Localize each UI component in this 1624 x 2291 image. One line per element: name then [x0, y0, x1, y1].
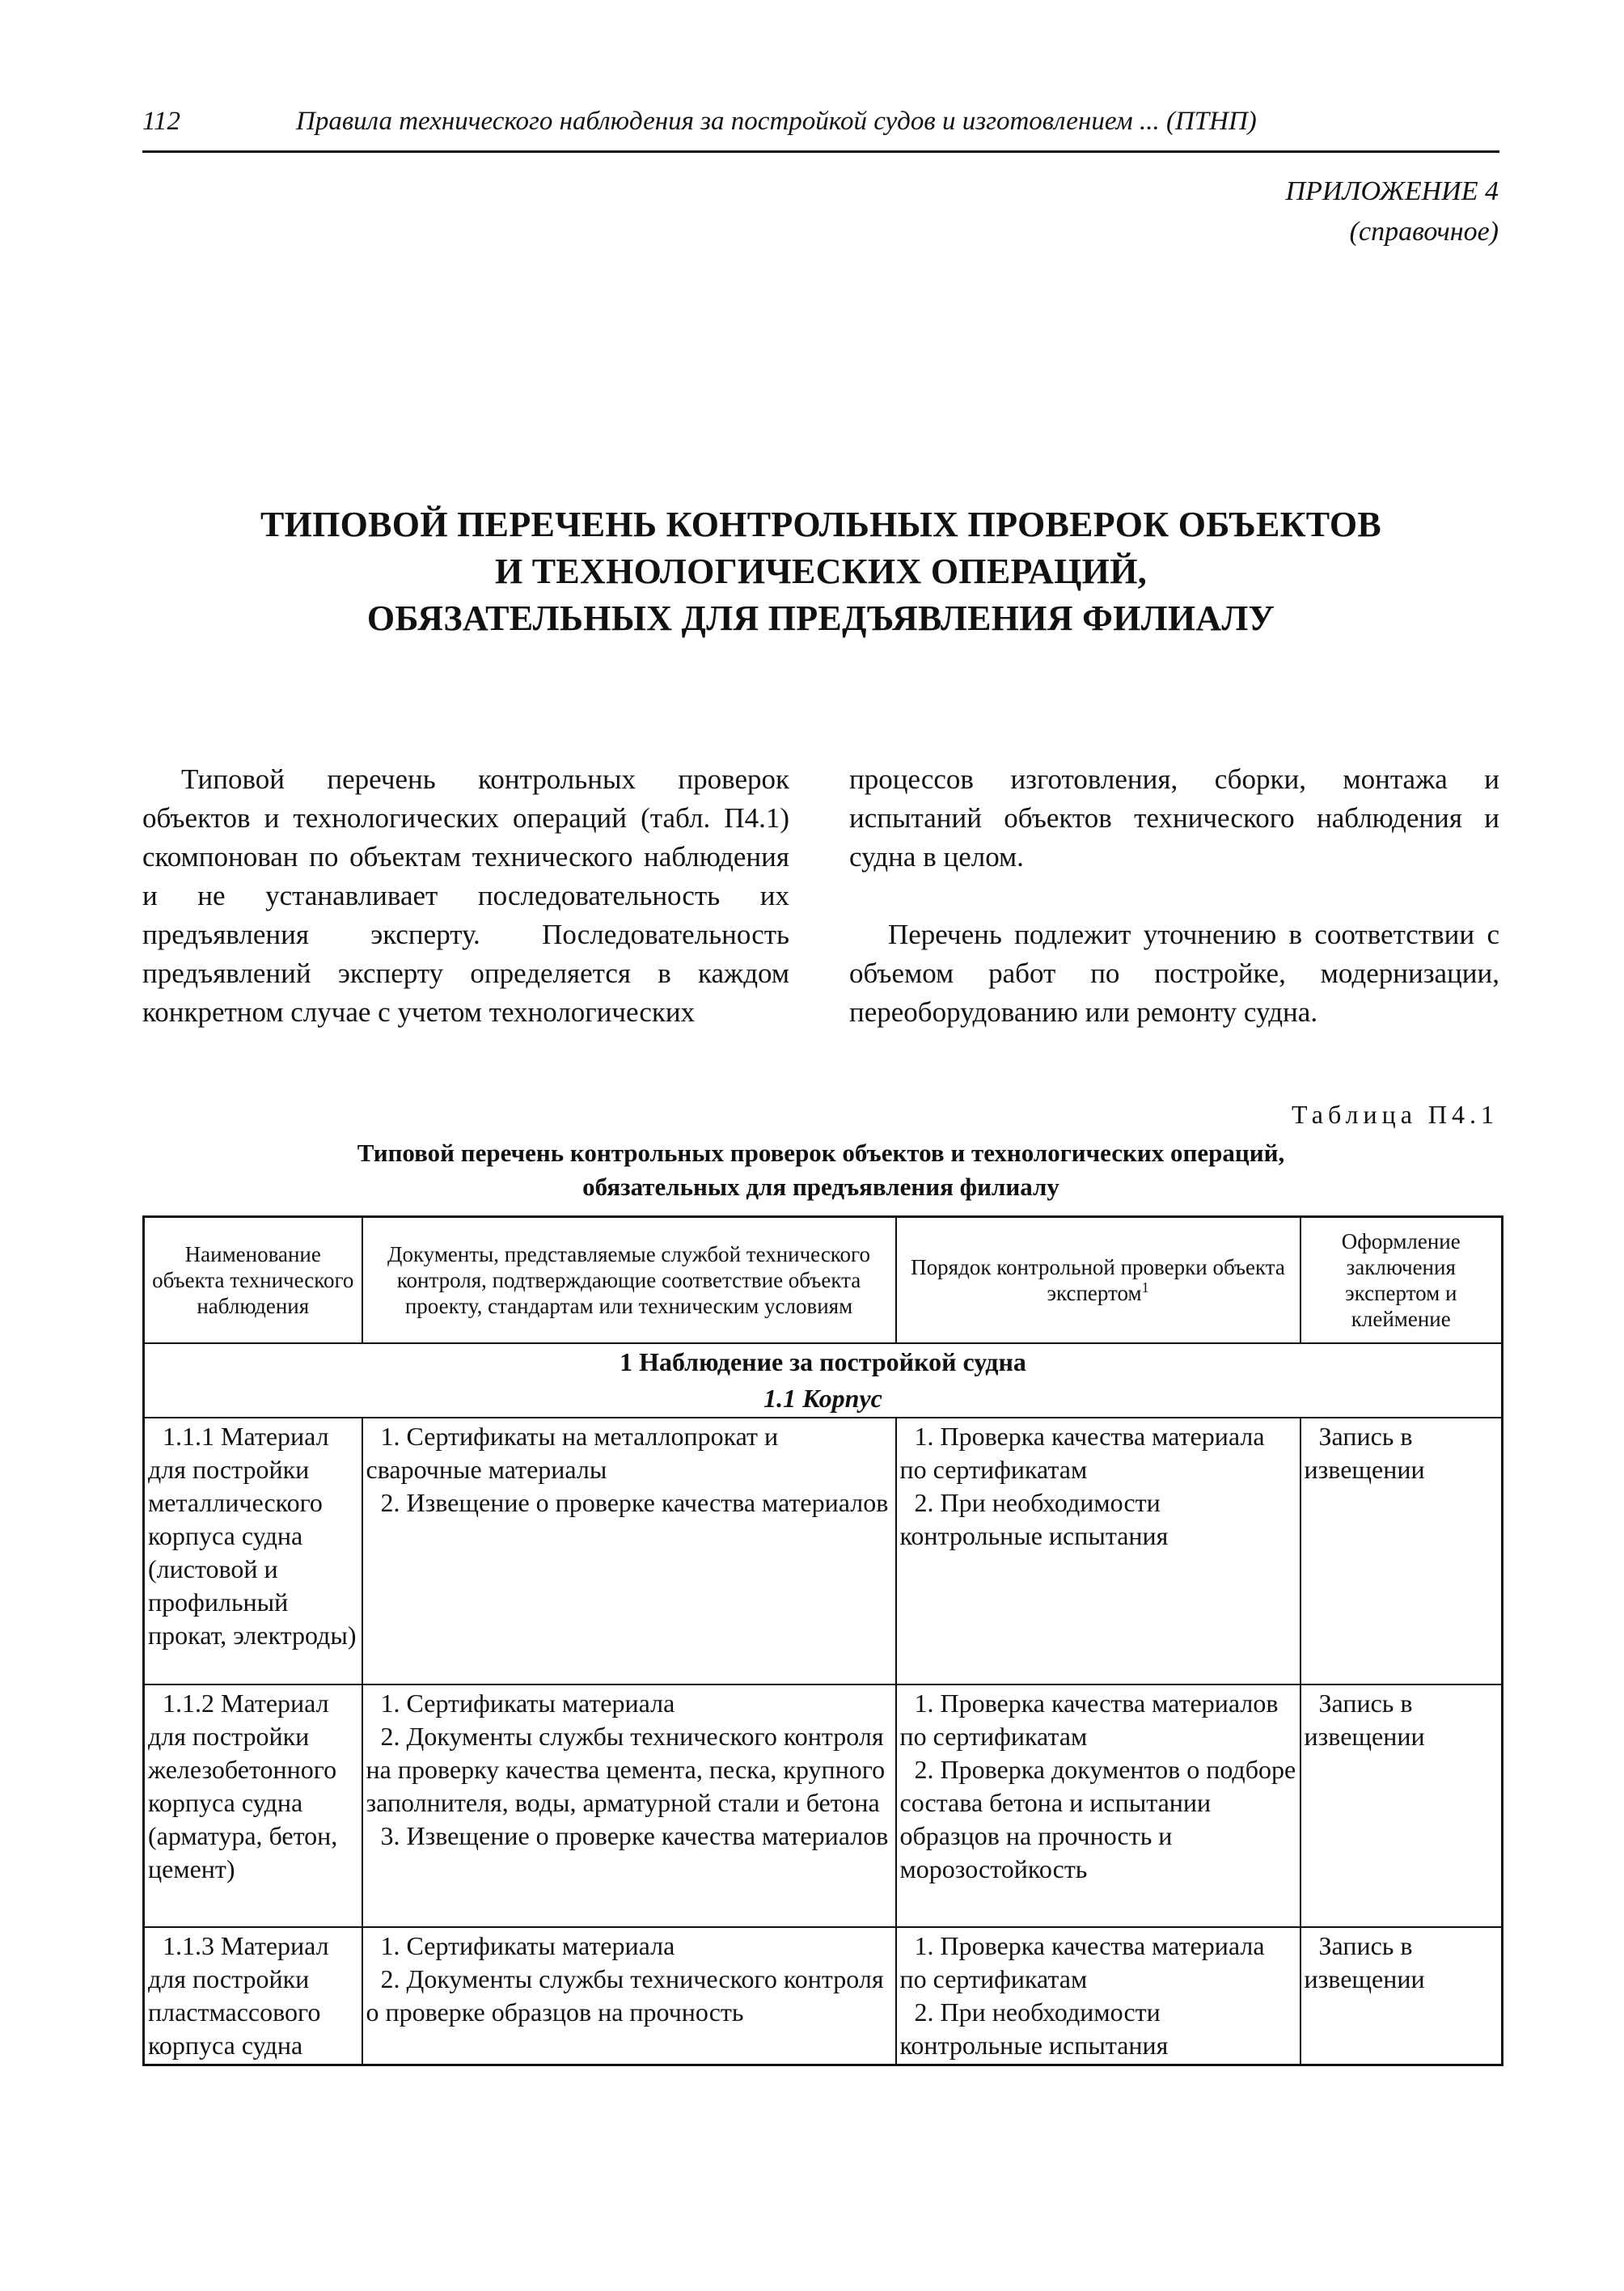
table-title: [142, 1136, 1499, 1204]
intro-paragraph-2: Перечень подлежит уточнению в соответствии с объемом работ по постройке, модернизации, переоборудованию или ремонту судна.: [849, 919, 1499, 1028]
record-text: Запись в извещении: [1304, 1931, 1425, 1993]
title-line-2: И ТЕХНОЛОГИЧЕСКИХ ОПЕРАЦИЙ,: [494, 552, 1148, 591]
document-item: 1. Сертификаты материала: [380, 1931, 675, 1960]
header-check-text: Порядок контрольной проверки объекта экспертом: [911, 1255, 1285, 1305]
object-text: 1.1.3 Материал для постройки пластмассового корпуса судна: [148, 1931, 329, 2060]
table-row: [144, 1927, 1503, 2065]
table-number: Таблица П4.1: [1292, 1100, 1499, 1129]
row-check: [896, 1418, 1300, 1684]
check-item: 2. Проверка документов о подборе состава бетона и испытании образцов на прочность и морозостойкость: [899, 1755, 1296, 1883]
document-item: 3. Извещение о проверке качества материалов: [380, 1821, 889, 1850]
document-item: 1. Сертификаты на металлопрокат и сварочные материалы: [366, 1422, 779, 1484]
table-row: [144, 1418, 1503, 1684]
subsection-title: 1.1 Корпус: [144, 1380, 1503, 1418]
document-item: 2. Документы службы технического контроля о проверке образцов на прочность: [366, 1964, 884, 2027]
header-object: Наименование объекта технического наблюдения: [144, 1217, 362, 1344]
row-documents: [362, 1927, 896, 2065]
row-check: [896, 1684, 1300, 1927]
appendix-label: [1286, 171, 1499, 252]
footnote-mark: 1: [1141, 1279, 1149, 1296]
record-text: Запись в извещении: [1304, 1689, 1425, 1751]
subsection-row: [144, 1380, 1503, 1418]
running-title: Правила технического наблюдения за постройкой судов и изготовлением ... (ПТНП): [296, 107, 1257, 136]
row-object: [144, 1418, 362, 1684]
table-header-row: [144, 1217, 1503, 1344]
object-text: 1.1.1 Материал для постройки металлического корпуса судна (листовой и профильный прокат, электроды): [148, 1422, 357, 1650]
page-title: [142, 501, 1499, 642]
intro-right-column: [849, 760, 1499, 1032]
check-item: 1. Проверка качества материалов по сертификатам: [899, 1689, 1279, 1751]
table-title-line-2: обязательных для предъявления филиалу: [582, 1173, 1059, 1201]
document-item: 2. Извещение о проверке качества материалов: [380, 1488, 889, 1517]
record-text: Запись в извещении: [1304, 1422, 1425, 1484]
document-item: 1. Сертификаты материала: [380, 1689, 675, 1718]
intro-left-column: [142, 760, 789, 1032]
page-number: 112: [142, 107, 181, 136]
check-item: 2. При необходимости контрольные испытания: [899, 1488, 1169, 1550]
appendix-note: (справочное): [1349, 217, 1499, 247]
check-item: 2. При необходимости контрольные испытания: [899, 1997, 1169, 2060]
appendix-number: ПРИЛОЖЕНИЕ 4: [1285, 176, 1499, 206]
row-record: [1300, 1927, 1503, 2065]
title-line-3: ОБЯЗАТЕЛЬНЫХ ДЛЯ ПРЕДЪЯВЛЕНИЯ ФИЛИАЛУ: [366, 598, 1275, 638]
row-documents: [362, 1418, 896, 1684]
checks-table: [142, 1215, 1503, 2066]
object-text: 1.1.2 Материал для постройки железобетонного корпуса судна (арматура, бетон, цемент): [148, 1689, 338, 1883]
section-title: 1 Наблюдение за постройкой судна: [144, 1343, 1503, 1380]
row-record: [1300, 1684, 1503, 1927]
row-check: [896, 1927, 1300, 2065]
title-line-1: ТИПОВОЙ ПЕРЕЧЕНЬ КОНТРОЛЬНЫХ ПРОВЕРОК ОБЪЕКТОВ: [260, 505, 1382, 544]
intro-paragraph-1: Типовой перечень контрольных проверок объектов и технологических операций (табл. П4.1) скомпонован по объектам технического наблюдения и не устанавливает последовательность их предъявления эксперту. Последовательность предъявлений эксперту определяется в каждом конкретном случае с учетом технологических: [142, 763, 789, 1028]
table-row: [144, 1684, 1503, 1927]
section-row: [144, 1343, 1503, 1380]
row-object: [144, 1927, 362, 2065]
header-documents: Документы, представляемые службой технического контроля, подтверждающие соответствие объекта проекту, стандартам или техническим условиям: [362, 1217, 896, 1344]
intro-paragraph-1-continued: процессов изготовления, сборки, монтажа и испытаний объектов технического наблюдения и судна в целом.: [849, 763, 1499, 873]
check-item: 1. Проверка качества материала по сертификатам: [899, 1422, 1265, 1484]
document-item: 2. Документы службы технического контроля на проверку качества цемента, песка, крупного заполнителя, воды, арматурной стали и бетона: [366, 1722, 886, 1817]
row-documents: [362, 1684, 896, 1927]
table-title-line-1: Типовой перечень контрольных проверок объектов и технологических операций,: [357, 1139, 1285, 1167]
running-header: [142, 102, 1499, 153]
row-object: [144, 1684, 362, 1927]
header-conclusion: Оформление заключения экспертом и клеймение: [1300, 1217, 1503, 1344]
header-check-procedure: [896, 1217, 1300, 1344]
row-record: [1300, 1418, 1503, 1684]
check-item: 1. Проверка качества материала по сертификатам: [899, 1931, 1265, 1993]
